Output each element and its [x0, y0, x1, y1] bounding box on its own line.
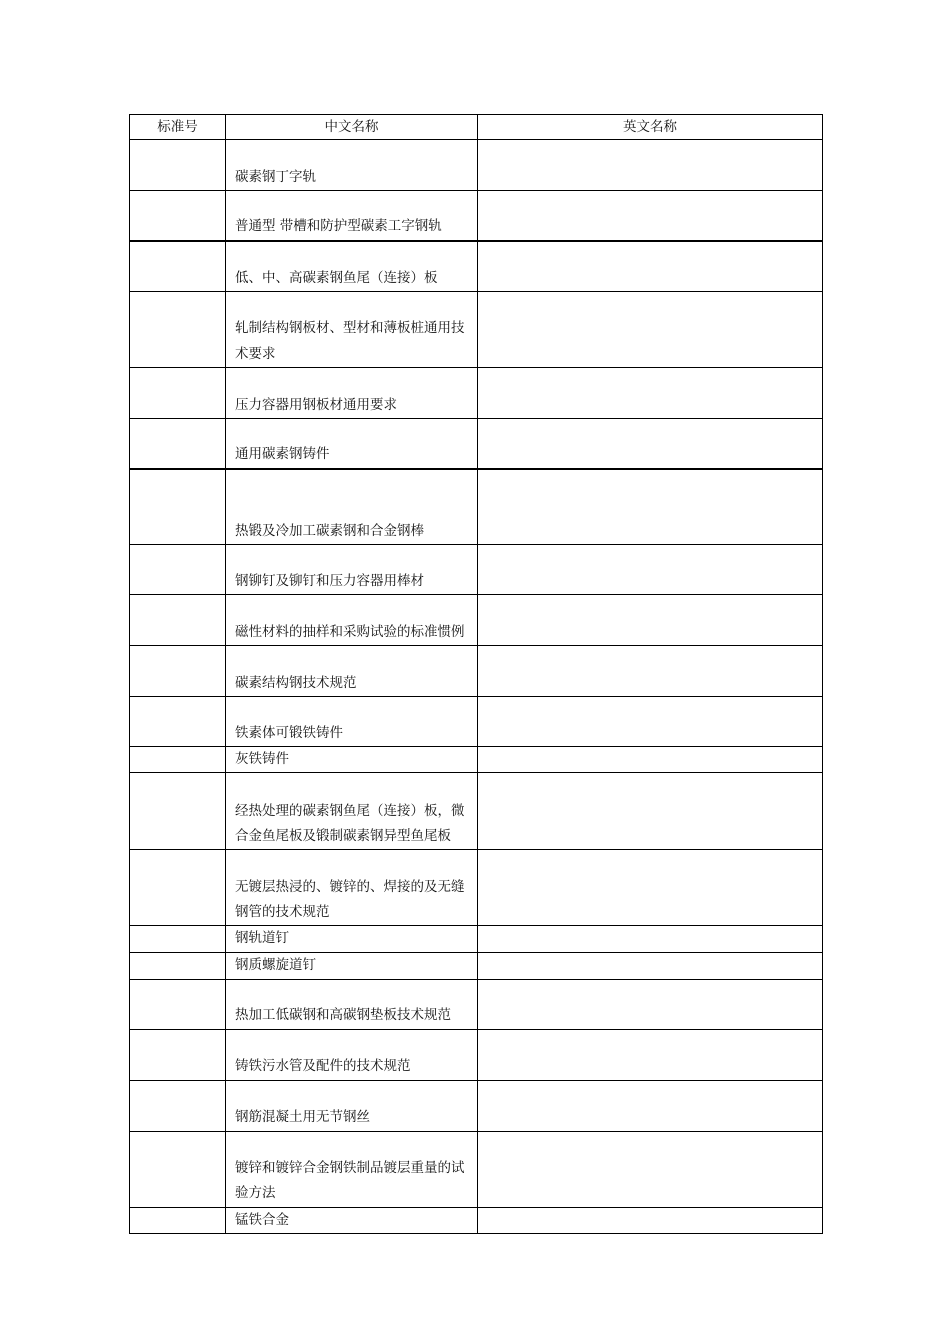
table-row: [130, 1080, 823, 1131]
std-no-cell: [130, 926, 226, 952]
table-row: [130, 292, 823, 368]
std-no-cell: [130, 292, 226, 368]
cn-name-cell: 通用碳素钢铸件: [226, 419, 478, 469]
en-name-cell: [478, 747, 823, 773]
cn-name-cell: 无镀层热浸的、镀锌的、焊接的及无缝钢管的技术规范: [226, 850, 478, 926]
cn-name-cell: 铁素体可锻铁铸件: [226, 697, 478, 747]
std-no-cell: [130, 646, 226, 697]
en-name-cell: [478, 292, 823, 368]
cn-name-cell: 热加工低碳钢和高碳钢垫板技术规范: [226, 979, 478, 1029]
cn-name-cell: 钢筋混凝土用无节钢丝: [226, 1080, 478, 1131]
en-name-cell: [478, 773, 823, 850]
std-no-cell: [130, 545, 226, 595]
table-row: [130, 952, 823, 979]
std-no-cell: [130, 140, 226, 191]
std-no-cell: [130, 368, 226, 419]
table-row: [130, 850, 823, 926]
en-name-cell: [478, 1207, 823, 1233]
cn-name-cell: 铸铁污水管及配件的技术规范: [226, 1029, 478, 1080]
table-row: [130, 747, 823, 773]
cn-name-cell: 钢铆钉及铆钉和压力容器用棒材: [226, 545, 478, 595]
table-row: [130, 1131, 823, 1207]
en-name-cell: [478, 191, 823, 241]
en-name-cell: [478, 419, 823, 469]
table-row: [130, 646, 823, 697]
en-name-cell: [478, 595, 823, 646]
table-row: [130, 1207, 823, 1233]
en-name-cell: [478, 140, 823, 191]
en-name-cell: [478, 952, 823, 979]
std-no-cell: [130, 952, 226, 979]
cn-name-cell: 磁性材料的抽样和采购试验的标准惯例: [226, 595, 478, 646]
table-row: [130, 191, 823, 241]
table-row: [130, 773, 823, 850]
std-no-cell: [130, 469, 226, 545]
cn-name-cell: 钢轨道钉: [226, 926, 478, 952]
en-name-cell: [478, 368, 823, 419]
en-name-cell: [478, 850, 823, 926]
std-no-cell: [130, 419, 226, 469]
std-no-cell: [130, 773, 226, 850]
std-no-cell: [130, 1207, 226, 1233]
table-row: [130, 469, 823, 545]
en-name-cell: [478, 241, 823, 292]
table-row: [130, 926, 823, 952]
std-no-cell: [130, 1080, 226, 1131]
std-no-cell: [130, 747, 226, 773]
std-no-cell: [130, 697, 226, 747]
header-cn-name: 中文名称: [226, 115, 478, 140]
table-row: [130, 697, 823, 747]
en-name-cell: [478, 926, 823, 952]
cn-name-cell: 灰铁铸件: [226, 747, 478, 773]
en-name-cell: [478, 646, 823, 697]
std-no-cell: [130, 191, 226, 241]
cn-name-cell: 锰铁合金: [226, 1207, 478, 1233]
cn-name-cell: 热锻及冷加工碳素钢和合金钢棒: [226, 469, 478, 545]
std-no-cell: [130, 241, 226, 292]
std-no-cell: [130, 979, 226, 1029]
table-row: [130, 140, 823, 191]
std-no-cell: [130, 850, 226, 926]
cn-name-cell: 钢质螺旋道钉: [226, 952, 478, 979]
en-name-cell: [478, 1080, 823, 1131]
cn-name-cell: 普通型 带槽和防护型碳素工字钢轨: [226, 191, 478, 241]
table-row: [130, 241, 823, 292]
cn-name-cell: 低、中、高碳素钢鱼尾（连接）板: [226, 241, 478, 292]
table-header-row: [130, 115, 823, 140]
table-row: [130, 979, 823, 1029]
cn-name-cell: 轧制结构钢板材、型材和薄板桩通用技术要求: [226, 292, 478, 368]
cn-name-cell: 碳素结构钢技术规范: [226, 646, 478, 697]
en-name-cell: [478, 469, 823, 545]
en-name-cell: [478, 697, 823, 747]
cn-name-cell: 镀锌和镀锌合金钢铁制品镀层重量的试验方法: [226, 1131, 478, 1207]
en-name-cell: [478, 979, 823, 1029]
header-std-no: 标准号: [130, 115, 226, 140]
en-name-cell: [478, 1029, 823, 1080]
standards-table: [129, 114, 823, 1234]
table-row: [130, 1029, 823, 1080]
table-row: [130, 595, 823, 646]
table-row: [130, 545, 823, 595]
table-row: [130, 419, 823, 469]
cn-name-cell: 压力容器用钢板材通用要求: [226, 368, 478, 419]
en-name-cell: [478, 1131, 823, 1207]
std-no-cell: [130, 595, 226, 646]
cn-name-cell: 经热处理的碳素钢鱼尾（连接）板，微合金鱼尾板及锻制碳素钢异型鱼尾板: [226, 773, 478, 850]
std-no-cell: [130, 1029, 226, 1080]
std-no-cell: [130, 1131, 226, 1207]
header-en-name: 英文名称: [478, 115, 823, 140]
cn-name-cell: 碳素钢丁字轨: [226, 140, 478, 191]
table-row: [130, 368, 823, 419]
en-name-cell: [478, 545, 823, 595]
